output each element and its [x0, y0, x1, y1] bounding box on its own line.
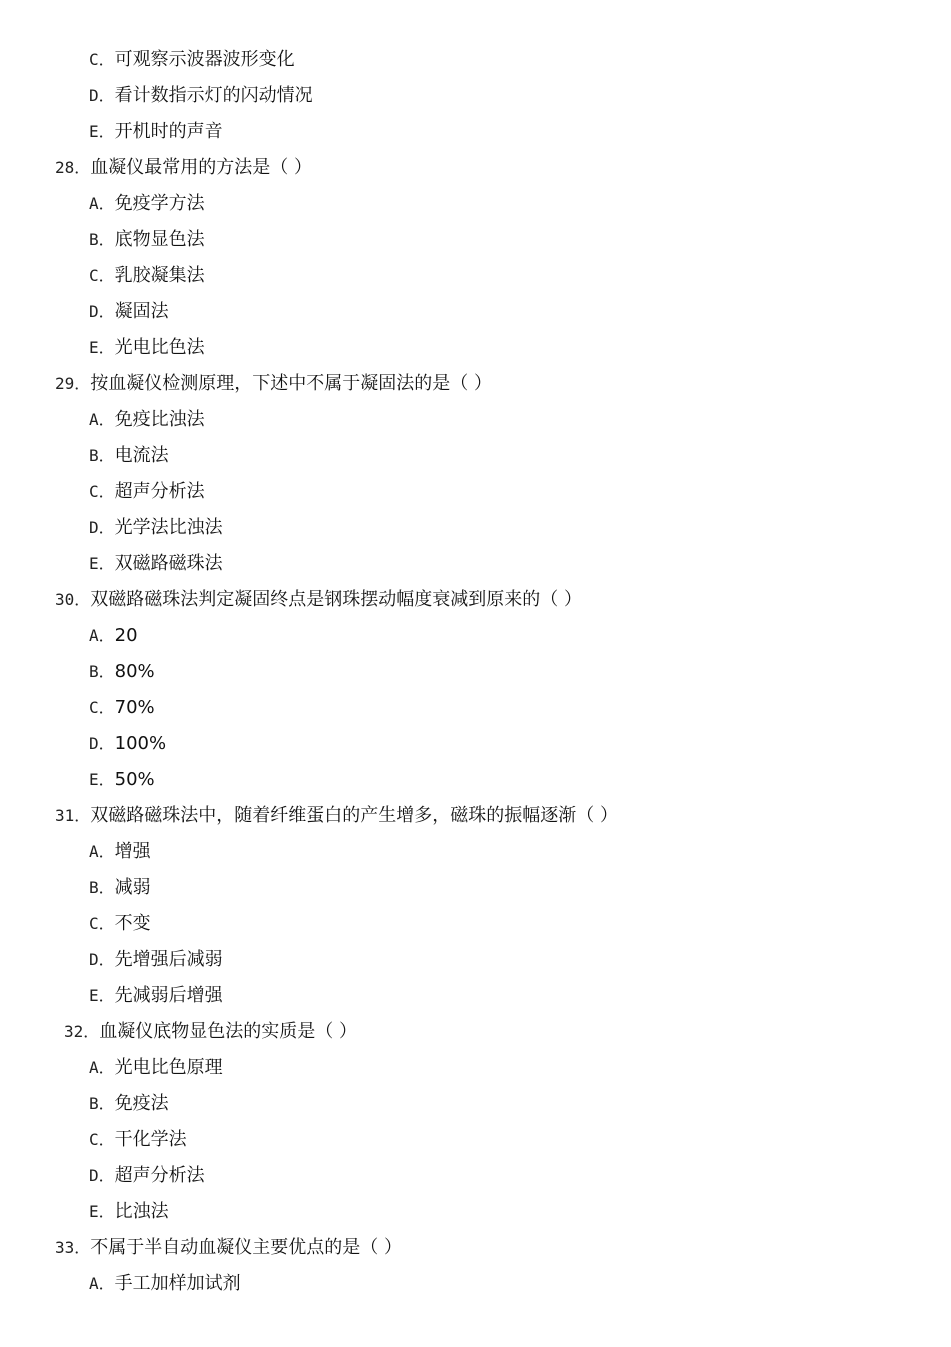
option-letter: E． [89, 338, 115, 357]
option-text: 减弱 [114, 877, 151, 898]
question-text: 双磁路磁珠法中，随着纤维蛋白的产生增多，磁珠的振幅逐渐（ ） [90, 805, 618, 826]
question-text: 双磁路磁珠法判定凝固终点是钢珠摆动幅度衰减到原来的（ ） [90, 589, 583, 610]
answer-option [0, 618, 951, 654]
option-text: 手工加样加试剂 [114, 1273, 241, 1294]
option-letter: A． [89, 626, 115, 645]
question-number: 28． [55, 158, 91, 177]
option-text: 免疫学方法 [114, 193, 205, 214]
answer-option [0, 114, 951, 150]
option-letter: C． [89, 1130, 115, 1149]
option-text: 70% [114, 697, 155, 718]
option-text: 开机时的声音 [114, 121, 223, 142]
answer-option [0, 294, 951, 330]
answer-option [0, 870, 951, 906]
answer-option [0, 834, 951, 870]
option-letter: B． [89, 230, 115, 249]
option-letter: D． [89, 302, 115, 321]
option-text: 凝固法 [114, 301, 169, 322]
answer-option [0, 546, 951, 582]
option-text: 先减弱后增强 [114, 985, 223, 1006]
question-stem [0, 1014, 951, 1050]
option-text: 增强 [114, 841, 151, 862]
question-number: 31． [55, 806, 91, 825]
option-letter: C． [89, 50, 115, 69]
option-letter: D． [89, 950, 115, 969]
answer-option [0, 1050, 951, 1086]
answer-option [0, 654, 951, 690]
question-stem [0, 1230, 951, 1266]
option-letter: E． [89, 554, 115, 573]
option-text: 干化学法 [114, 1129, 187, 1150]
answer-option [0, 258, 951, 294]
option-letter: D． [89, 734, 115, 753]
answer-option [0, 726, 951, 762]
option-letter: A． [89, 1274, 115, 1293]
option-text: 80% [114, 661, 155, 682]
answer-option [0, 438, 951, 474]
option-text: 先增强后减弱 [114, 949, 223, 970]
option-text: 不变 [114, 913, 151, 934]
option-letter: B． [89, 878, 115, 897]
option-text: 可观察示波器波形变化 [114, 49, 295, 70]
answer-option [0, 978, 951, 1014]
document-page [0, 42, 951, 1302]
answer-option [0, 474, 951, 510]
answer-option [0, 42, 951, 78]
option-text: 光电比色原理 [114, 1057, 223, 1078]
option-text: 50% [114, 769, 155, 790]
answer-option [0, 1266, 951, 1302]
answer-option [0, 906, 951, 942]
option-letter: C． [89, 698, 115, 717]
option-letter: B． [89, 446, 115, 465]
option-text: 100% [114, 733, 167, 754]
option-text: 电流法 [114, 445, 169, 466]
question-text: 不属于半自动血凝仪主要优点的是（ ） [90, 1237, 403, 1258]
option-letter: E． [89, 986, 115, 1005]
question-text: 血凝仪最常用的方法是（ ） [90, 157, 313, 178]
option-text: 看计数指示灯的闪动情况 [114, 85, 313, 106]
question-number: 30． [55, 590, 91, 609]
option-text: 乳胶凝集法 [114, 265, 205, 286]
option-text: 免疫法 [114, 1093, 169, 1114]
option-letter: E． [89, 122, 115, 141]
answer-option [0, 762, 951, 798]
option-letter: D． [89, 518, 115, 537]
question-stem [0, 798, 951, 834]
answer-option [0, 1158, 951, 1194]
answer-option [0, 402, 951, 438]
option-text: 免疫比浊法 [114, 409, 205, 430]
question-number: 33． [55, 1238, 91, 1257]
question-stem [0, 582, 951, 618]
option-text: 超声分析法 [114, 481, 205, 502]
answer-option [0, 510, 951, 546]
option-letter: E． [89, 770, 115, 789]
option-letter: A． [89, 1058, 115, 1077]
option-letter: D． [89, 86, 115, 105]
option-letter: B． [89, 662, 115, 681]
answer-option [0, 1122, 951, 1158]
option-letter: D． [89, 1166, 115, 1185]
option-text: 20 [114, 625, 138, 646]
answer-option [0, 78, 951, 114]
option-letter: A． [89, 194, 115, 213]
option-letter: A． [89, 842, 115, 861]
option-letter: C． [89, 914, 115, 933]
question-text: 血凝仪底物显色法的实质是（ ） [99, 1021, 358, 1042]
option-letter: C． [89, 266, 115, 285]
question-number: 29． [55, 374, 91, 393]
answer-option [0, 690, 951, 726]
answer-option [0, 330, 951, 366]
answer-option [0, 1194, 951, 1230]
option-letter: C． [89, 482, 115, 501]
option-letter: E． [89, 1202, 115, 1221]
option-letter: B． [89, 1094, 115, 1113]
question-text: 按血凝仪检测原理，下述中不属于凝固法的是（ ） [90, 373, 493, 394]
answer-option [0, 1086, 951, 1122]
option-text: 超声分析法 [114, 1165, 205, 1186]
answer-option [0, 222, 951, 258]
option-text: 光学法比浊法 [114, 517, 223, 538]
option-text: 比浊法 [114, 1201, 169, 1222]
option-text: 底物显色法 [114, 229, 205, 250]
question-number: 32． [64, 1022, 100, 1041]
question-stem [0, 366, 951, 402]
answer-option [0, 942, 951, 978]
option-text: 双磁路磁珠法 [114, 553, 223, 574]
option-text: 光电比色法 [114, 337, 205, 358]
option-letter: A． [89, 410, 115, 429]
question-stem [0, 150, 951, 186]
answer-option [0, 186, 951, 222]
